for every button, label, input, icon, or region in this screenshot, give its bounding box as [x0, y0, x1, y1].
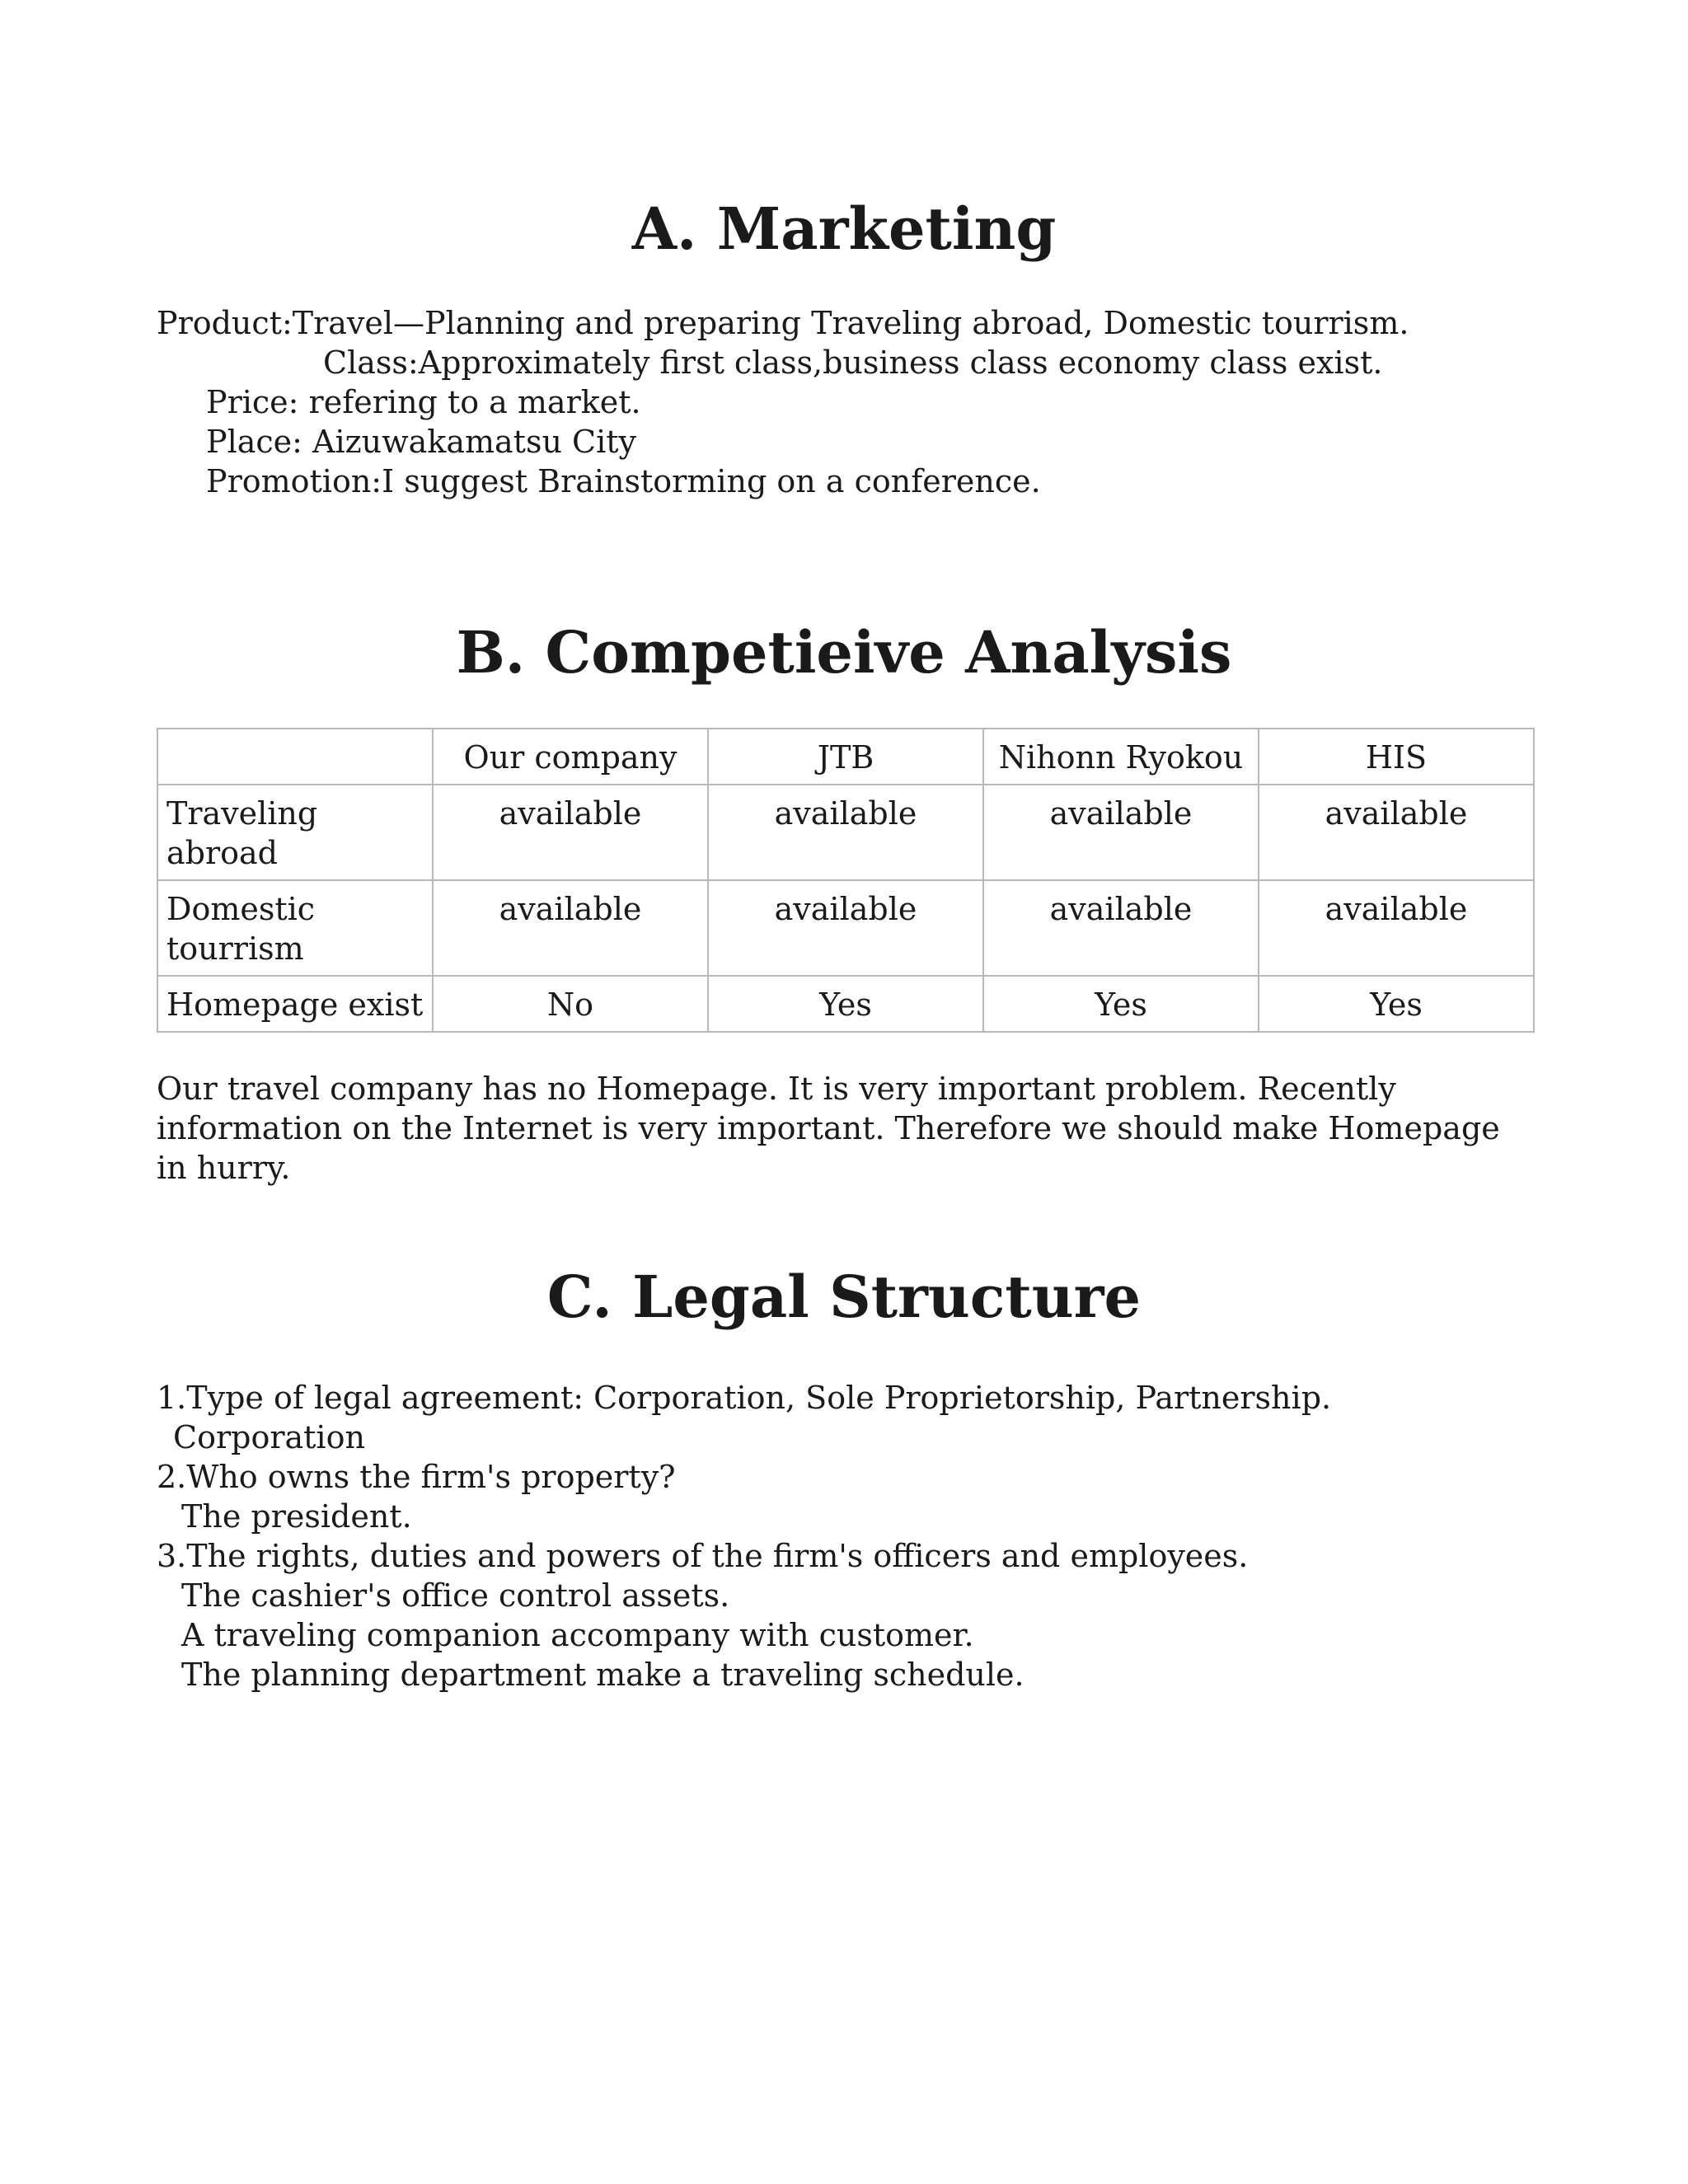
legal-line-4: The president. [181, 1498, 412, 1535]
table-cell: Yes [708, 976, 983, 1032]
table-row-label: Traveling abroad [157, 785, 433, 880]
table-cell: available [1259, 880, 1534, 976]
table-cell: available [708, 785, 983, 880]
table-row-label: Domestic tourrism [157, 880, 433, 976]
table-cell: available [433, 880, 708, 976]
table-row [157, 880, 1534, 976]
legal-line-2: Corporation [173, 1419, 365, 1455]
competitive-paragraph: Our travel company has no Homepage. It is very important problem. Recently information on the Internet is very important. Therefore we should make Homepage in hurry. [157, 1071, 1500, 1186]
competitive-heading: B. Competieive Analysis [456, 618, 1232, 687]
table-row [157, 976, 1534, 1032]
table-header-cell: Our company [433, 729, 708, 785]
table-header-cell: Nihonn Ryokou [983, 729, 1259, 785]
marketing-class: Class:Approximately first class,business class economy class exist. [323, 344, 1383, 381]
table-cell: Yes [1259, 976, 1534, 1032]
legal-line-6: The cashier's office control assets. [181, 1577, 730, 1614]
legal-line-8: The planning department make a traveling schedule. [181, 1657, 1025, 1693]
marketing-place: Place: Aizuwakamatsu City [206, 424, 636, 460]
table-header-cell: HIS [1259, 729, 1534, 785]
table-row-label: Homepage exist [157, 976, 433, 1032]
legal-line-7: A traveling companion accompany with customer. [181, 1617, 974, 1653]
marketing-product: Product:Travel—Planning and preparing Traveling abroad, Domestic tourrism. [157, 305, 1409, 341]
marketing-promotion: Promotion:I suggest Brainstorming on a conference. [206, 463, 1041, 499]
table-cell: available [433, 785, 708, 880]
table-cell: available [1259, 785, 1534, 880]
table-cell: available [708, 880, 983, 976]
table-header-row [157, 729, 1534, 785]
table-header-cell: JTB [708, 729, 983, 785]
legal-line-5: 3.The rights, duties and powers of the firm's officers and employees. [157, 1538, 1249, 1574]
legal-line-1: 1.Type of legal agreement: Corporation, Sole Proprietorship, Partnership. [157, 1380, 1332, 1416]
table-cell: available [983, 785, 1259, 880]
table-header-cell [157, 729, 433, 785]
marketing-price: Price: refering to a market. [206, 384, 641, 420]
marketing-heading: A. Marketing [631, 194, 1057, 263]
table-cell: available [983, 880, 1259, 976]
table-row [157, 785, 1534, 880]
legal-heading: C. Legal Structure [546, 1263, 1142, 1331]
competitive-table [157, 728, 1535, 1033]
table-cell: Yes [983, 976, 1259, 1032]
legal-line-3: 2.Who owns the firm's property? [157, 1459, 676, 1495]
table-cell: No [433, 976, 708, 1032]
